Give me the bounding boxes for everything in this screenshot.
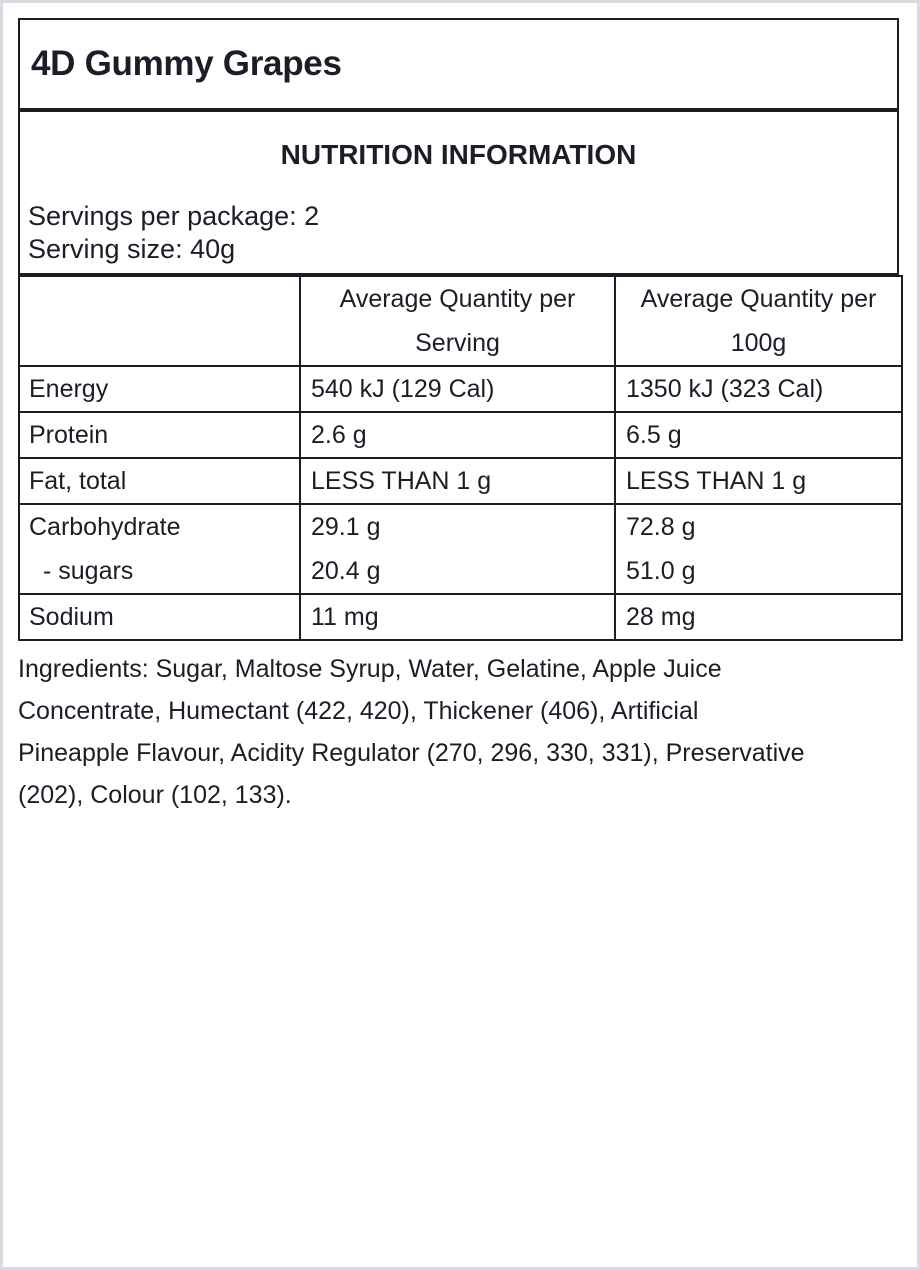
ingredients-line: (202), Colour (102, 133). — [18, 781, 292, 809]
carbohydrate-per-serving: 29.1 g — [311, 513, 381, 541]
column-header-per-serving — [300, 276, 615, 366]
table-row-carbohydrate — [19, 504, 902, 594]
ingredients-paragraph — [18, 648, 899, 816]
column-header-per-serving-line1: Average Quantity per — [339, 285, 576, 313]
energy-label: Energy — [19, 366, 300, 412]
servings-block — [28, 200, 889, 266]
protein-label: Protein — [19, 412, 300, 458]
sugars-per-serving: 20.4 g — [311, 557, 381, 585]
carbohydrate-per-serving-cell — [300, 504, 615, 594]
fat-per-serving: LESS THAN 1 g — [300, 458, 615, 504]
sugars-per-100g: 51.0 g — [626, 557, 696, 585]
product-title: 4D Gummy Grapes — [31, 44, 342, 83]
product-title-box — [18, 18, 899, 110]
sodium-per-100g: 28 mg — [615, 594, 902, 640]
column-header-per-100g — [615, 276, 902, 366]
carbohydrate-label-cell — [19, 504, 300, 594]
carbohydrate-per-100g: 72.8 g — [626, 513, 696, 541]
carbohydrate-per-100g-cell — [615, 504, 902, 594]
label-sheet — [3, 3, 917, 816]
fat-label: Fat, total — [19, 458, 300, 504]
ingredients-line: Pineapple Flavour, Acidity Regulator (270, 296, 330, 331), Preservative — [18, 739, 805, 767]
protein-per-100g: 6.5 g — [615, 412, 902, 458]
table-header-row — [19, 276, 902, 366]
column-header-empty — [19, 276, 300, 366]
serving-size: Serving size: 40g — [28, 234, 236, 264]
sodium-per-serving: 11 mg — [300, 594, 615, 640]
table-row-sodium — [19, 594, 902, 640]
protein-per-serving: 2.6 g — [300, 412, 615, 458]
table-row-fat — [19, 458, 902, 504]
column-header-per-100g-line2: 100g — [730, 329, 787, 357]
table-row-energy — [19, 366, 902, 412]
servings-per-package: Servings per package: 2 — [28, 201, 320, 231]
ingredients-line: Concentrate, Humectant (422, 420), Thickener (406), Artificial — [18, 697, 699, 725]
nutrition-info-section — [18, 110, 899, 275]
ingredients-line: Ingredients: Sugar, Maltose Syrup, Water, Gelatine, Apple Juice — [18, 655, 722, 683]
nutrition-table — [18, 275, 903, 641]
fat-per-100g: LESS THAN 1 g — [615, 458, 902, 504]
carbohydrate-label: Carbohydrate — [29, 513, 181, 541]
nutrition-information-heading: NUTRITION INFORMATION — [280, 139, 637, 170]
energy-per-100g: 1350 kJ (323 Cal) — [615, 366, 902, 412]
column-header-per-100g-line1: Average Quantity per — [640, 285, 877, 313]
sugars-label: - sugars — [43, 557, 134, 585]
energy-per-serving: 540 kJ (129 Cal) — [300, 366, 615, 412]
table-row-protein — [19, 412, 902, 458]
column-header-per-serving-line2: Serving — [415, 329, 500, 357]
sodium-label: Sodium — [19, 594, 300, 640]
